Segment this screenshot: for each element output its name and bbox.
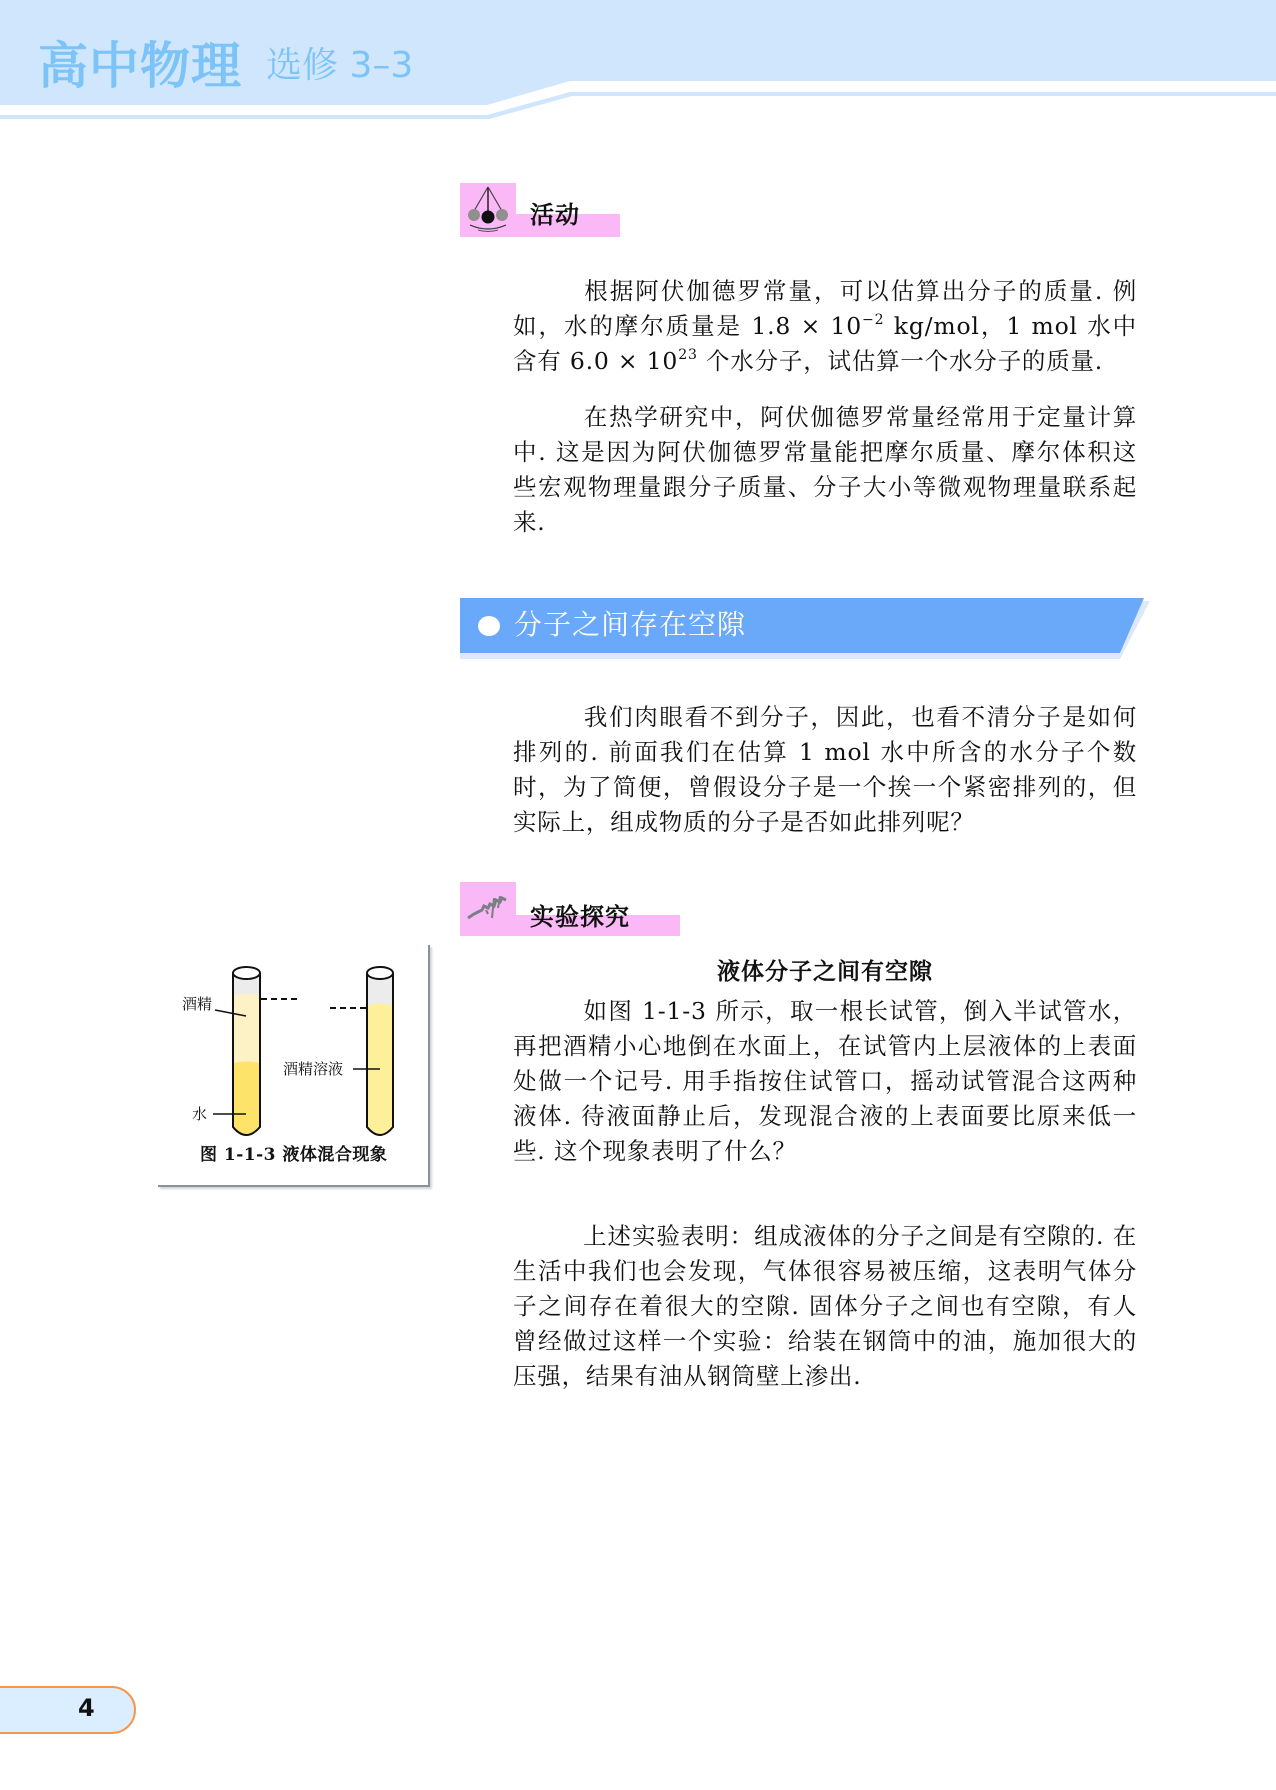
avogadro-paragraph: 在热学研究中，阿伏伽德罗常量经常用于定量计算中. 这是因为阿伏伽德罗常量能把摩尔质量、摩尔体积这些宏观物理量跟分子质量、分子大小等微观物理量联系起来.: [513, 403, 1137, 536]
label-water: 水: [192, 1105, 208, 1123]
book-title: 高中物理: [38, 37, 242, 95]
experiment-label: 实验探究: [530, 903, 630, 931]
section-title: 分子之间存在空隙: [514, 608, 747, 641]
pendulum-icon: [464, 185, 512, 235]
pen-scribble-icon: [464, 884, 514, 932]
figure-caption: 图 1-1-3 液体混合现象: [200, 1145, 388, 1165]
page-number-tab: [0, 1686, 136, 1734]
activity-paragraph: 根据阿伏伽德罗常量，可以估算出分子的质量. 例如，水的摩尔质量是 $1.8 \times 10^{-2}$ kg/mol，1 mol 水中含有 $6.0 \times 10^{23}$ 个水分子，试估算一个水分子的质量.: [513, 277, 1137, 375]
page-number: 4: [78, 1694, 95, 1722]
experiment-header: [460, 882, 680, 936]
activity-label: 活动: [530, 201, 580, 229]
book-volume: 选修 3–3: [266, 45, 414, 86]
activity-header: [460, 183, 620, 237]
bullet-icon: [478, 616, 500, 636]
label-ethanol: 酒精: [182, 995, 213, 1013]
label-ethanol-solution: 酒精溶液: [283, 1060, 344, 1078]
conclusion-paragraph: 上述实验表明：组成液体的分子之间是有空隙的. 在生活中我们也会发现，气体很容易被压缩，这表明气体分子之间存在着很大的空隙. 固体分子之间也有空隙，有人曾经做过这样一个实验：给装在钢筒中的油，施加很大的压强，结果有油从钢筒壁上渗出.: [513, 1222, 1137, 1390]
experiment-paragraph: 如图 1-1-3 所示，取一根长试管，倒入半试管水，再把酒精小心地倒在水面上，在试管内上层液体的上表面处做一个记号. 用手指按住试管口，摇动试管混合这两种液体. 待液面静止后，发现混合液的上表面要比原来低一些. 这个现象表明了什么？: [513, 997, 1137, 1165]
experiment-title: 液体分子之间有空隙: [717, 959, 933, 985]
intro-paragraph: 我们肉眼看不到分子，因此，也看不清分子是如何排列的. 前面我们在估算 1 mol 水中所含的水分子个数时，为了简便，曾假设分子是一个挨一个紧密排列的，但实际上，组成物质的分子是否如此排列呢？: [513, 703, 1137, 836]
